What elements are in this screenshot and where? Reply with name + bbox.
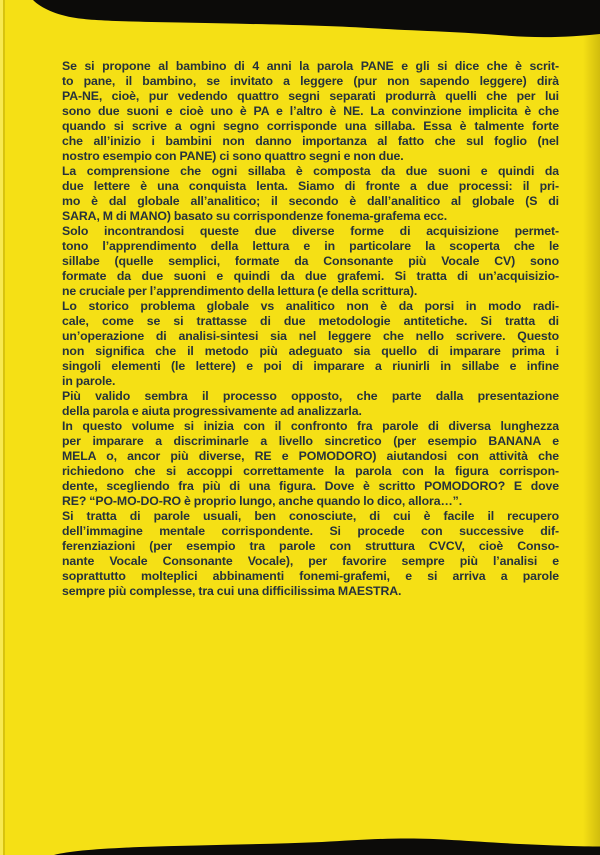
page-top-edge-shape bbox=[33, 0, 600, 37]
text-line: in parole. bbox=[62, 374, 116, 388]
text-line: per imparare a discriminarle a livello sincretico (per esempio BANANA e bbox=[62, 434, 559, 448]
text-line: mo è dal globale all’analitico; il secondo è dall’analitico al globale (S di bbox=[62, 194, 559, 208]
text-line: tono l’apprendimento della lettura e in particolare la scoperta che le bbox=[62, 239, 559, 253]
text-line: Se si propone al bambino di 4 anni la parola PANE e gli si dice che è scrit- bbox=[62, 59, 559, 73]
text-line: sillabe (quelle semplici, formate da Consonante più Vocale CV) sono bbox=[62, 254, 559, 268]
text-line: non significa che il metodo più adeguato sia quello di imparare prima i bbox=[62, 344, 559, 358]
text-line: Lo storico problema globale vs analitico non è da porsi in modo radi- bbox=[62, 299, 559, 313]
text-line: RE? “PO-MO-DO-RO è proprio lungo, anche quando lo dico, allora…”. bbox=[62, 494, 463, 508]
text-line: Si tratta di parole usuali, ben conosciute, di cui è facile il recupero bbox=[62, 509, 559, 523]
text-line: In questo volume si inizia con il confronto fra parole di diversa lunghezza bbox=[62, 419, 559, 433]
text-line: quando si scrive a ogni segno corrisponde una sillaba. Essa è talmente forte bbox=[62, 119, 559, 133]
text-line: Solo incontrandosi queste due diverse forme di acquisizione permet- bbox=[62, 224, 559, 238]
text-line: cale, come se si trattasse di due metodologie antitetiche. Si tratta di bbox=[62, 314, 559, 328]
text-line: due lettere è una conquista lenta. Siamo di fronte a due processi: il pri- bbox=[62, 179, 559, 193]
page-bottom-edge-shape bbox=[54, 839, 600, 855]
text-line: ferenziazioni (per esempio tra parole con struttura CVCV, cioè Conso- bbox=[62, 539, 559, 553]
page-right-edge-shadow bbox=[583, 0, 600, 855]
text-line: ne cruciale per l’apprendimento della lettura (e della scrittura). bbox=[62, 284, 418, 298]
text-line: sono due suoni e cioè uno è PA e l’altro è NE. La convinzione implicita è che bbox=[62, 104, 559, 118]
text-line: della parola e aiuta progressivamente ad analizzarla. bbox=[62, 404, 362, 418]
text-line: richiedono che si accoppi correttamente la parola con la figura corrispon- bbox=[62, 464, 559, 478]
text-line: MELA o, ancor più diverse, RE e POMODORO) aiutandosi con attività che bbox=[62, 449, 559, 463]
text-line: to pane, il bambino, se invitato a leggere (pur non sapendo leggere) dirà bbox=[62, 74, 559, 88]
text-line: SARA, M di MANO) basato su corrispondenze fonema-grafema ecc. bbox=[62, 209, 448, 223]
text-line: un’operazione di analisi-sintesi sia nel leggere che nello scrivere. Questo bbox=[62, 329, 559, 343]
back-cover-text bbox=[62, 59, 559, 599]
text-line: dente, scegliendo fra più di una figura. Dove è scritto POMODORO? E dove bbox=[62, 479, 559, 493]
page-crease-line bbox=[3, 0, 5, 855]
text-line: soprattutto molteplici abbinamenti fonemi-grafemi, e si arriva a parole bbox=[62, 569, 559, 583]
text-line: che all’inizio i bambini non danno importanza al fatto che sul foglio (nel bbox=[62, 134, 559, 148]
text-line: PA-NE, cioè, pur vedendo quattro segni separati produrrà quelli che per lui bbox=[62, 89, 559, 103]
text-line: nante Vocale Consonante Vocale), per favorire sempre più l’analisi e bbox=[62, 554, 559, 568]
text-line: dell’immagine mentale corrispondente. Si procede con successive dif- bbox=[62, 524, 559, 538]
text-line: singoli elementi (le lettere) e poi di imparare a riunirli in sillabe e infine bbox=[62, 359, 559, 373]
text-line: Più valido sembra il processo opposto, che parte dalla presentazione bbox=[62, 389, 559, 403]
text-line: La comprensione che ogni sillaba è composta da due suoni e quindi da bbox=[62, 164, 559, 178]
text-line: formate da due suoni e quindi da due grafemi. Si tratta di un’acquisizio- bbox=[62, 269, 559, 283]
text-line: sempre più complesse, tra cui una difficilissima MAESTRA. bbox=[62, 584, 402, 598]
text-line: nostro esempio con PANE) ci sono quattro segni e non due. bbox=[62, 149, 404, 163]
